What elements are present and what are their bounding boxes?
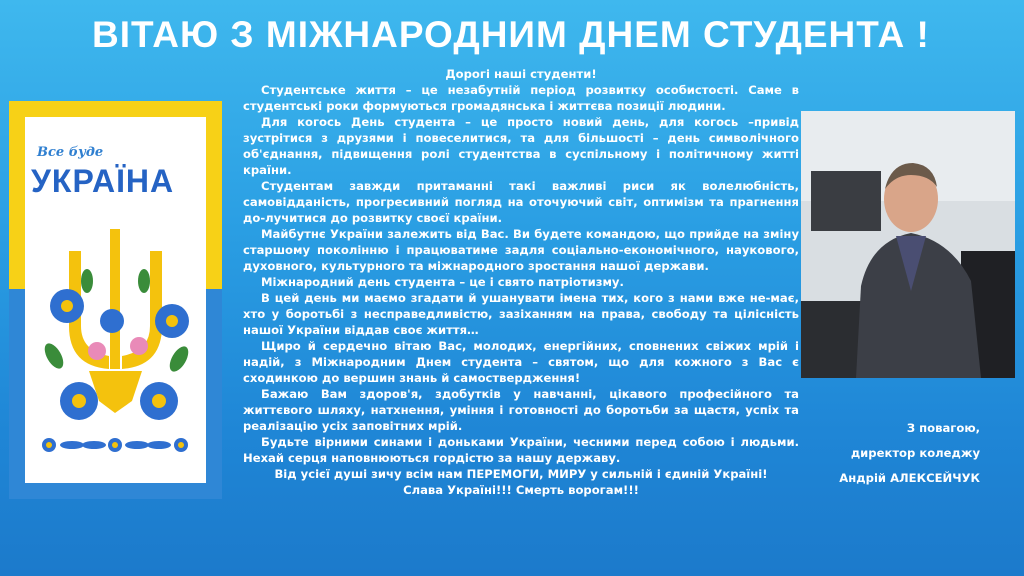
director-portrait xyxy=(801,111,1015,378)
letter-paragraph: Студентам завжди притаманні такі важливі риси як волелюбність, самовідданість, прогресивний погляд на оточуючий світ, оптимізм та прагнення до-лучитися до розвитку своєї країни. xyxy=(243,179,799,225)
ukraine-poster xyxy=(9,101,222,499)
greeting-letter xyxy=(243,66,799,498)
letter-paragraph: Міжнародний день студента – це і свято патріотизму. xyxy=(261,275,624,289)
poster-slogan: Все буде xyxy=(37,145,104,160)
letter-paragraph: Майбутнє України залежить від Вас. Ви будете командою, що прийде на зміну старшому поколінню і працюватиме задля соціально-економічного, наукового, духовного, культурного та міжнародного зростання нашої держави. xyxy=(243,227,799,273)
signature-name: Андрій АЛЕКСЕЙЧУК xyxy=(839,471,980,485)
letter-paragraph: Студентське життя – це незабутній період розвитку особистості. Саме в студентські роки формуються громадянська і життєва позиції людини. xyxy=(243,83,799,113)
letter-paragraph: Для когось День студента – це просто новий день, для когось –привід зустрітися з друзями і повеселитися, та для більшості – день символічного об'єднання, підвищення ролі студентства в суспільному і політичному житті країни. xyxy=(243,115,799,177)
page-title: ВІТАЮ З МІЖНАРОДНИМ ДНЕМ СТУДЕНТА ! xyxy=(92,14,930,55)
signature-position: директор коледжу xyxy=(850,446,980,460)
letter-paragraph: Щиро й сердечно вітаю Вас, молодих, енергійних, сповнених свіжих мрій і надій, з Міжнародним Днем студента – святом, що для кожного з Вас є сходинкою до вершин знань й самоствердження! xyxy=(243,339,799,385)
director-photo xyxy=(801,111,1015,378)
trident-flowers-illustration xyxy=(9,101,222,499)
poster-country: УКРАЇНА xyxy=(31,163,175,199)
signature-block xyxy=(830,416,980,491)
letter-slogan: Слава Україні!!! Смерть ворогам!!! xyxy=(403,483,639,497)
letter-paragraph: Будьте вірними синами і доньками України, чесними перед собою і людьми. Нехай серця наповнюються гордістю за нашу державу. xyxy=(243,435,799,465)
letter-greeting: Дорогі наші студенти! xyxy=(445,67,597,81)
signature-greeting: З повагою, xyxy=(906,421,980,435)
letter-paragraph: В цей день ми маємо згадати й ушанувати імена тих, кого з нами вже не-має, хто у боротьбі з несправедливістю, зазіханням на права, свободу та цілісність нашої України віддав своє життя… xyxy=(243,291,799,337)
letter-closing: Від усієї душі зичу всім нам ПЕРЕМОГИ, МИРУ у сильній і єдиній Україні! xyxy=(274,467,768,481)
printer-shape xyxy=(811,171,881,231)
letter-paragraph: Бажаю Вам здоров'я, здобутків у навчанні, цікавого професійного та життєвого шляху, натхнення, уміння і готовності до боротьби за щастя, успіх та реалізацію усіх заповітних мрій. xyxy=(243,387,799,433)
